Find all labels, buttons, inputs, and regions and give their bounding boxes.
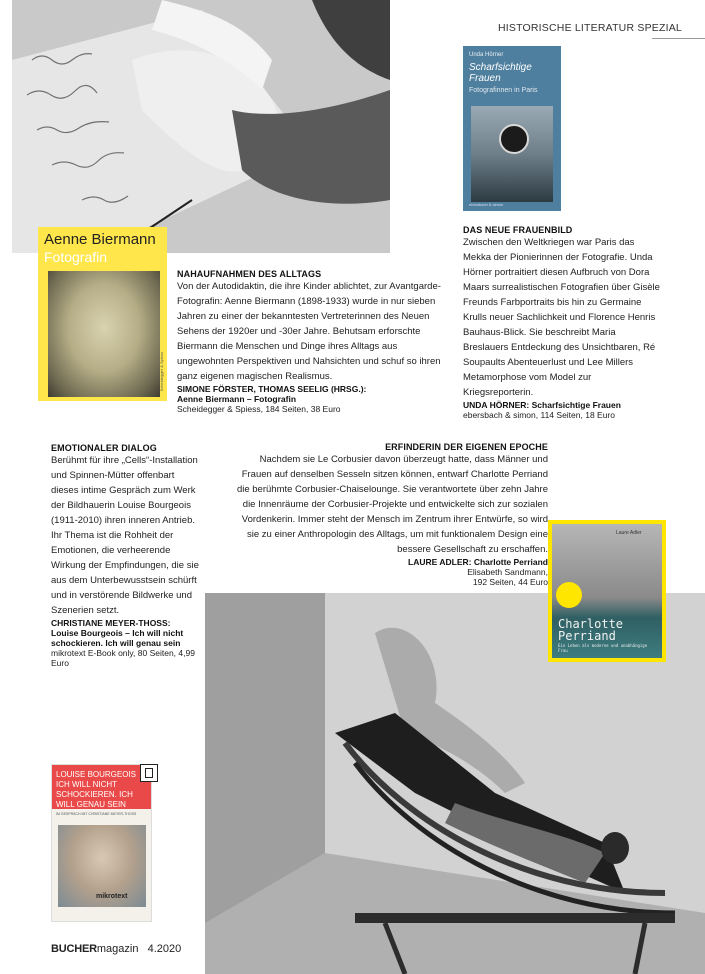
book-cover-bourgeois: [51, 764, 152, 922]
cover-subtitle: Ein Leben als moderne und unabhängige Frau: [558, 643, 648, 653]
cover-subtitle: Fotografinnen in Paris: [469, 87, 538, 94]
issue-number: 4.2020: [147, 943, 182, 955]
book-cover-perriand: [548, 520, 666, 662]
article-body: Berühmt für ihre „Cells“-Installation und Spinnen-Mütter offenbart dieses intime Gespräch zum Werk der Bildhauerin Louise Bourgeois (1911-2010) ihren inneren Antrieb. Ihr Thema ist die Rohheit der Emotionen, die verheerende Wirkung der Empfindungen, die sie aus dem Unterbewusstsein schürft und in verstörende Bildwerke und Szenerien setzt.: [51, 455, 199, 616]
article-book-title: Louise Bourgeois – Ich will nicht schockieren. Ich will genau sein: [51, 628, 184, 648]
cover-photo: [471, 106, 553, 202]
page-footer: [51, 943, 181, 955]
article-publisher: Scheidegger & Spiess, 184 Seiten, 38 Euro: [177, 404, 341, 414]
cover-publisher-logo: mikrotext: [96, 893, 128, 900]
article-kicker: DAS NEUE FRAUENBILD: [463, 225, 573, 235]
cover-publisher: Scheidegger & Spiess: [159, 351, 164, 391]
brand-light: magazin: [96, 943, 139, 955]
article-body: Nachdem sie Le Corbusier davon überzeugt hatte, dass Männer und Frauen auf denselben Sesseln sitzen können, entwarf Charlotte Perriand die berühmte Corbusier-Chaiselounge. Sie verantwortete über zehn Jahre die Innenräume der Corbusier-Projekte und entwickelte sich zur sozialen Vordenkerin. Immer steht der Mensch im Zentrum ihrer Entwürfe, so wird sie zu einer Anthropologin des Alltags, um mit funktionalem Design eine bessere Gesellschaft zu erschaffen.: [236, 454, 548, 555]
article-biermann: [177, 269, 447, 414]
ebook-icon: [140, 764, 158, 782]
header-rule: [652, 38, 705, 39]
cover-portrait: [48, 271, 160, 397]
photo-hands-writing: [12, 0, 390, 253]
article-bourgeois: [51, 443, 201, 668]
section-header: HISTORISCHE LITERATUR SPEZIAL: [498, 22, 682, 34]
article-hoerner: [463, 225, 663, 420]
cover-publisher: ebersbach & simon: [469, 202, 504, 207]
article-publisher: ebersbach & simon, 114 Seiten, 18 Euro: [463, 410, 615, 420]
book-cover-hoerner: [463, 46, 561, 211]
book-cover-biermann: [38, 227, 167, 401]
article-credit: UNDA HÖRNER: Scharfsichtige Frauen: [463, 400, 621, 410]
article-publisher: Elisabeth Sandmann,: [467, 567, 548, 577]
article-body: Von der Autodidaktin, die ihre Kinder ablichtet, zur Avantgarde-Fotografin: Aenne Biermann (1898-1933) wurde in nur sieben Jahren zu einer der bekanntesten Vertreterinnen des Neuen Sehens der 1920er und -30er Jahre. Behutsam erforschte Biermann die Menschen und Dinge ihres Alltags aus ungewohnten Perspektiven und Nahsichten und schuf so ihren ganz eigenen magischen Realismus.: [177, 281, 441, 382]
article-publisher: mikrotext E-Book only, 80 Seiten, 4,99 Euro: [51, 648, 195, 668]
brand-bold: BUCHER: [51, 943, 97, 955]
cover-subtitle: IM GESPRÄCH MIT CHRISTIANE MEYER-THOSS: [56, 812, 137, 816]
cover-title: Charlotte Perriand: [558, 617, 624, 643]
cover-author: Unda Hörner: [469, 52, 504, 58]
camera-lens-icon: [499, 124, 529, 154]
article-body: Zwischen den Weltkriegen war Paris das Mekka der Pionierinnen der Fotografie. Unda Hörner portraitiert diesen Aufbruch von Dora Maars surrealistischen Fotografien über Gisèle Freunds Farbportraits bis hin zu Germaine Krulls neuer Sachlichkeit und Florence Henris Bauhaus-Blick. Sie beschreibt Maria Breslauers Entdeckung des Unsichtbaren, Ré Soupaults Abenteuerlust und Lee Millers Metamorphose vom Model zur Kriegsreporterin.: [463, 237, 660, 398]
cover-author: Laure Adler: [616, 530, 642, 536]
article-perriand: [230, 442, 548, 587]
article-authors: SIMONE FÖRSTER, THOMAS SEELIG (HRSG.):: [177, 384, 367, 394]
article-kicker: NAHAUFNAHMEN DES ALLTAGS: [177, 269, 322, 279]
hands-illustration: [12, 0, 390, 253]
article-authors: CHRISTIANE MEYER-THOSS:: [51, 618, 171, 628]
cover-title: Scharfsichtige Frauen: [469, 62, 532, 84]
article-book-title: Aenne Biermann – Fotografin: [177, 394, 297, 404]
article-pages-price: 192 Seiten, 44 Euro: [472, 577, 548, 587]
cover-title: LOUISE BOURGEOIS ICH WILL NICHT SCHOCKIEREN. ICH WILL GENAU SEIN: [56, 770, 137, 809]
article-kicker: ERFINDERIN DER EIGENEN EPOCHE: [385, 442, 548, 452]
article-kicker: EMOTIONALER DIALOG: [51, 443, 157, 453]
cover-title: Aenne Biermann: [44, 231, 156, 248]
cover-badge: [556, 582, 582, 608]
article-credit: LAURE ADLER: Charlotte Perriand: [408, 557, 548, 567]
cover-subtitle: Fotografin: [44, 249, 108, 265]
